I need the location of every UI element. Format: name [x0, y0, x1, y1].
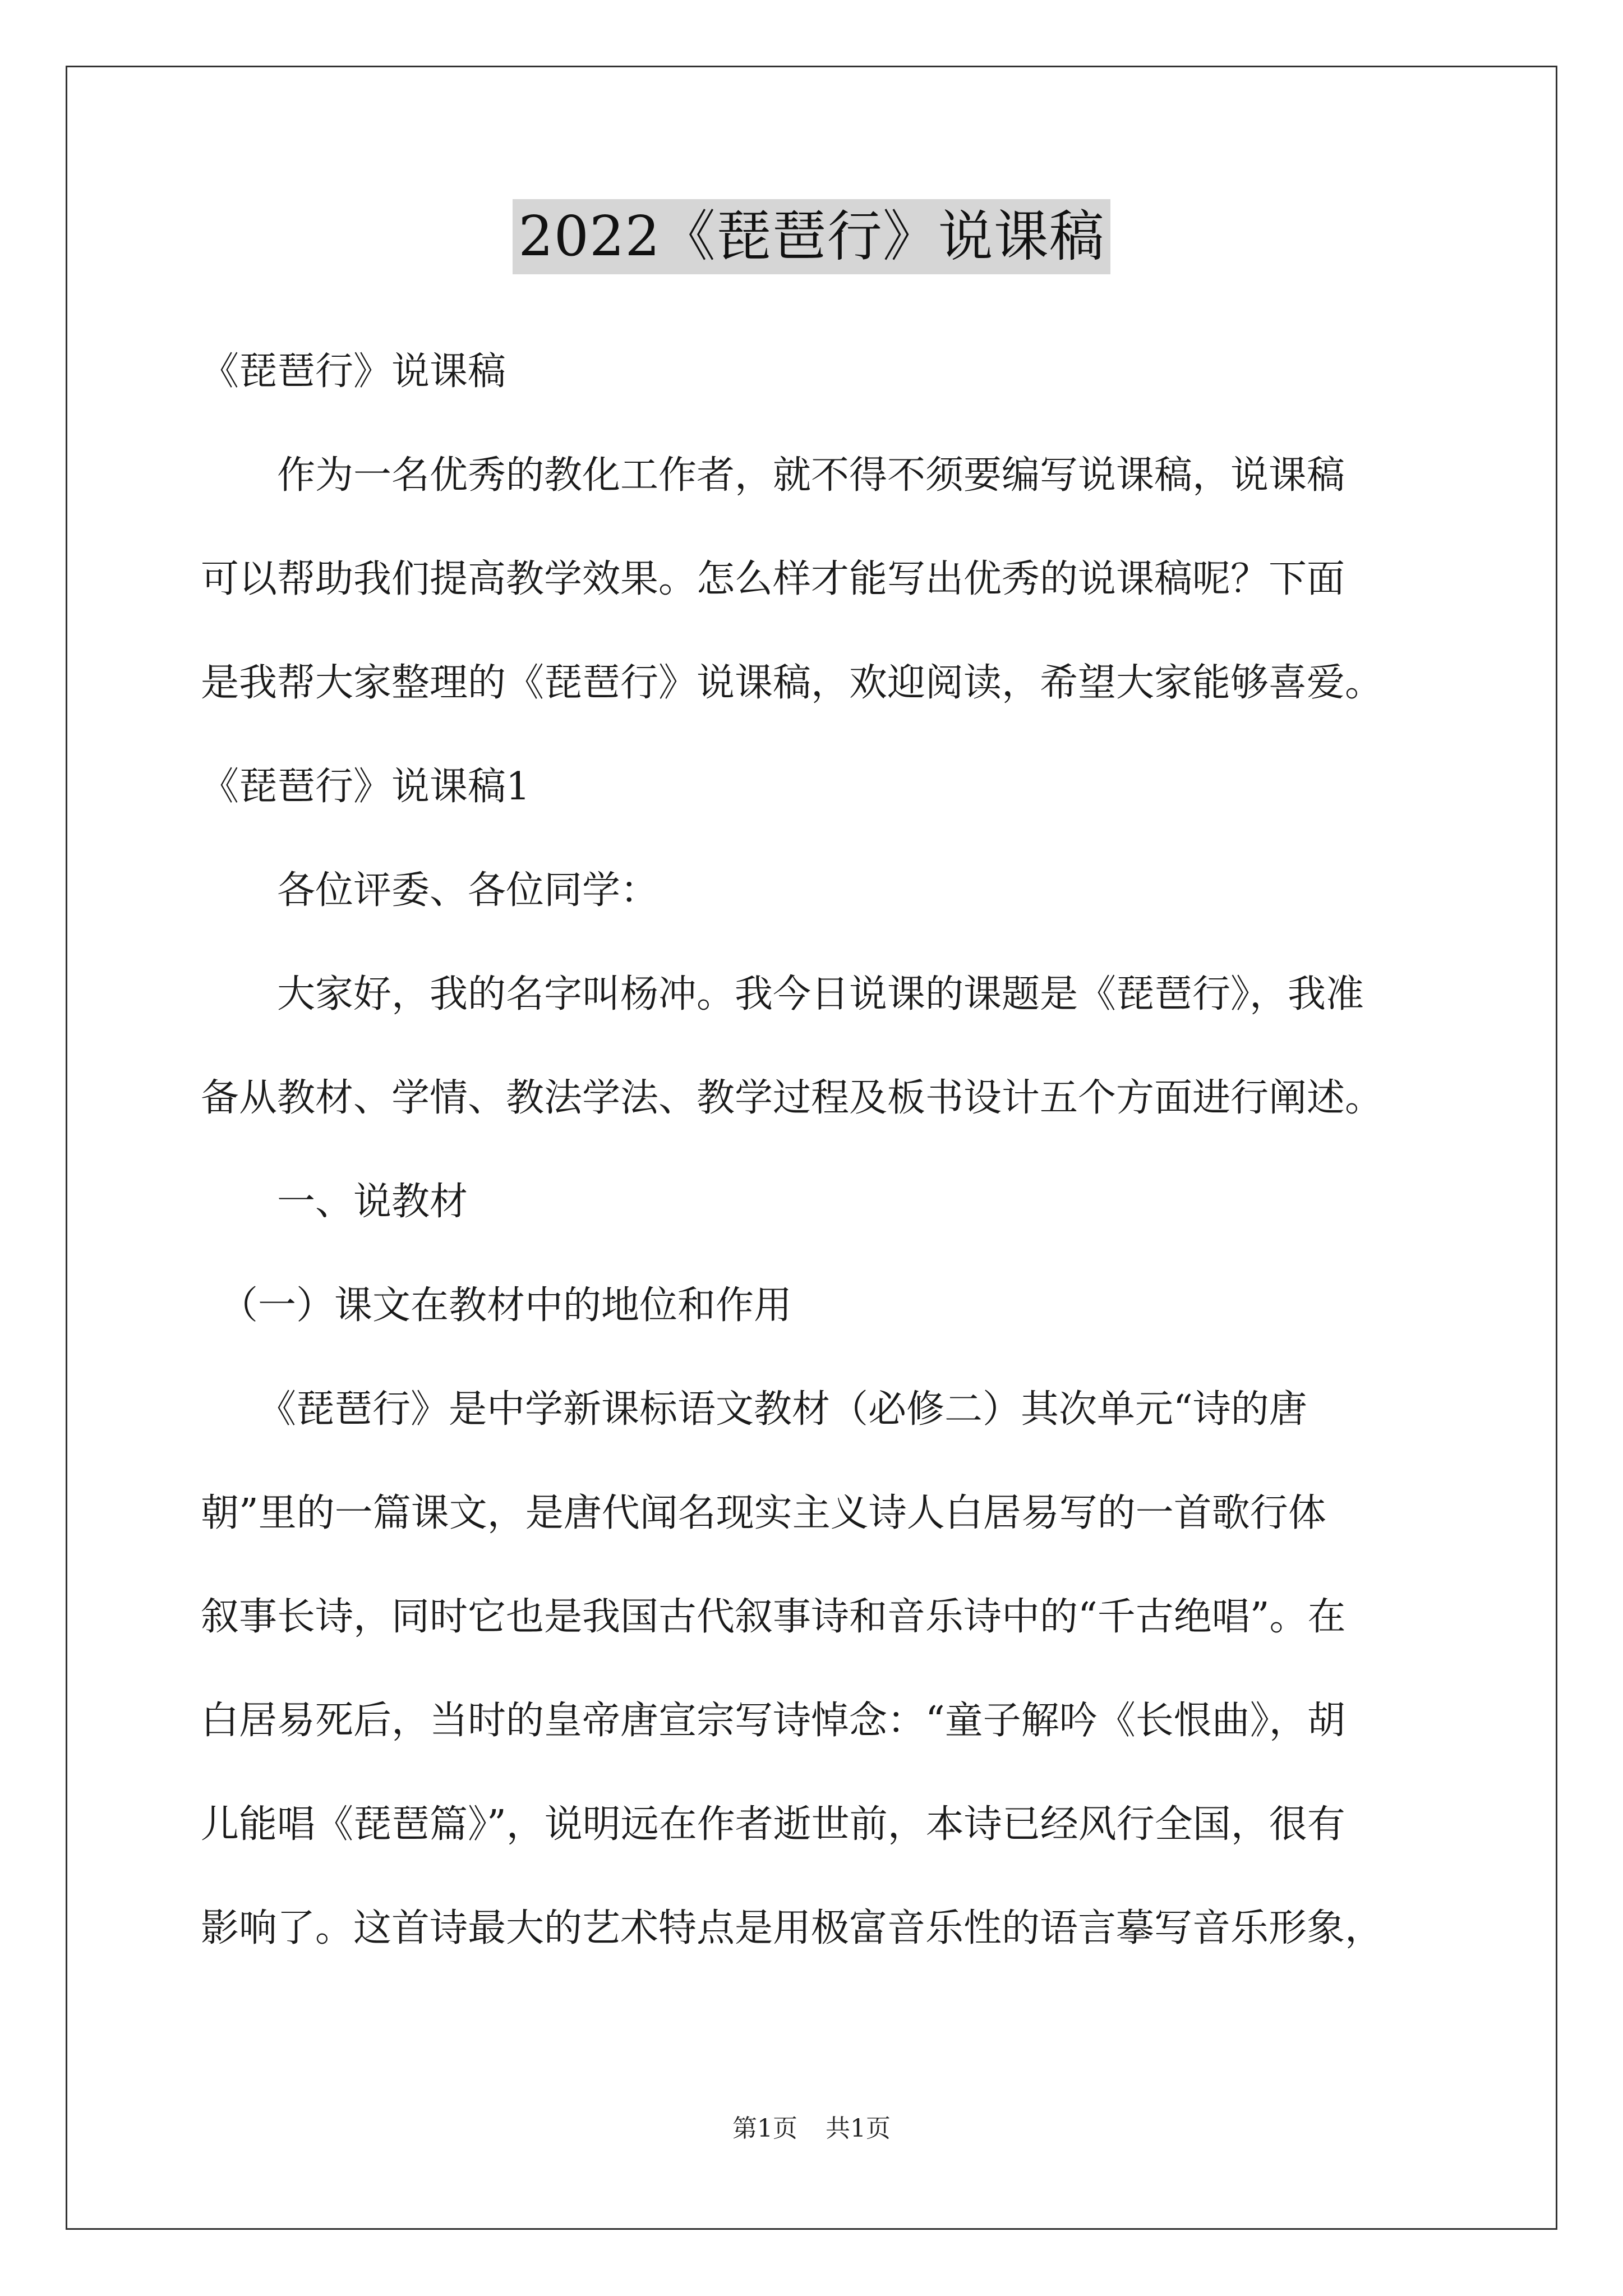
document-title: 2022《琵琶行》说课稿	[513, 199, 1110, 274]
subsection-heading: （一）课文在教材中的地位和作用	[201, 1283, 792, 1328]
paragraph-line: 叙事长诗，同时它也是我国古代叙事诗和音乐诗中的“千古绝唱”。在	[201, 1595, 1346, 1639]
page-footer	[0, 2112, 1623, 2146]
paragraph-line: 作为一名优秀的教化工作者，就不得不须要编写说课稿，说课稿	[201, 453, 1345, 498]
paragraph-line: 各位评委、各位同学：	[201, 868, 659, 913]
section-heading: 一、说教材	[201, 1180, 468, 1224]
paragraph-line: 备从教材、学情、教法学法、教学过程及板书设计五个方面进行阐述。	[201, 1076, 1384, 1120]
paragraph-line: 儿能唱《琵琶篇》”，说明远在作者逝世前，本诗已经风行全国，很有	[201, 1802, 1345, 1847]
paragraph-line: 白居易死后，当时的皇帝唐宣宗写诗悼念：“童子解吟《长恨曲》，胡	[201, 1699, 1345, 1743]
subtitle-line: 《琵琶行》说课稿	[201, 349, 506, 394]
paragraph-line: 朝”里的一篇课文，是唐代闻名现实主义诗人白居易写的一首歌行体	[201, 1491, 1326, 1535]
section-heading: 《琵琶行》说课稿1	[201, 765, 531, 809]
paragraph-line: 可以帮助我们提高教学效果。怎么样才能写出优秀的说课稿呢？下面	[201, 557, 1345, 601]
page-total: 共1页	[826, 2114, 891, 2143]
page-number: 第1页	[732, 2114, 797, 2143]
paragraph-line: 《琵琶行》是中学新课标语文教材（必修二）其次单元“诗的唐	[201, 1387, 1307, 1432]
title-wrap	[0, 199, 1623, 274]
paragraph-line: 影响了。这首诗最大的艺术特点是用极富音乐性的语言摹写音乐形象，	[201, 1906, 1384, 1950]
paragraph-line: 大家好，我的名字叫杨冲。我今日说课的课题是《琵琶行》，我准	[201, 972, 1364, 1016]
paragraph-line: 是我帮大家整理的《琵琶行》说课稿，欢迎阅读，希望大家能够喜爱。	[201, 661, 1384, 705]
